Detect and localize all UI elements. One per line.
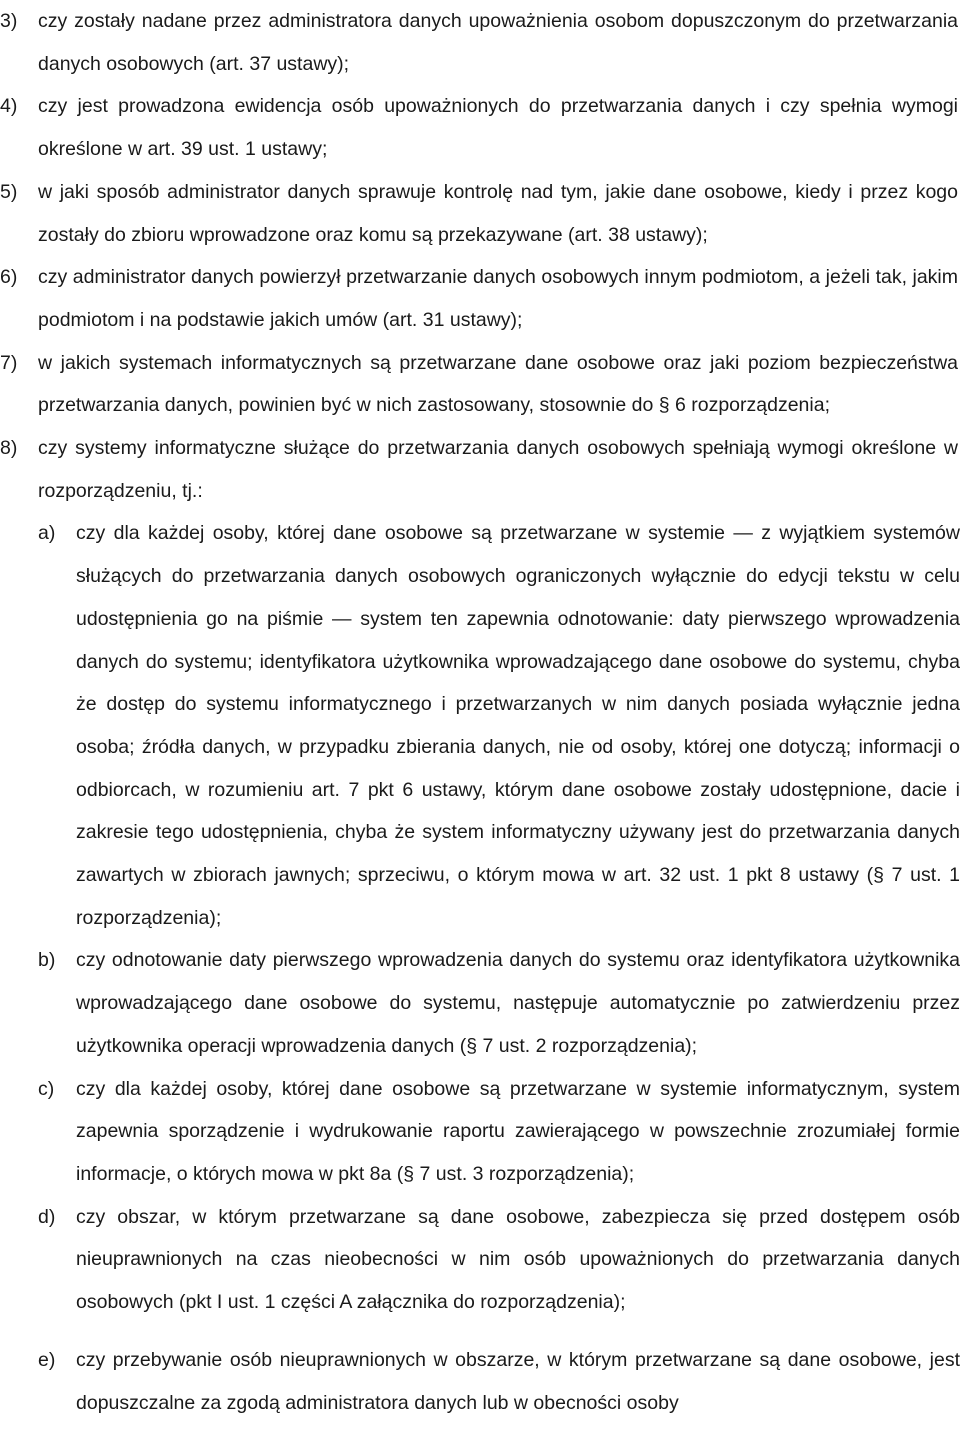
- item-number: 8): [0, 437, 18, 460]
- item-number: 5): [0, 180, 18, 203]
- sub-item-text: czy przebywanie osób nieuprawnionych w obszarze, w którym przetwarzane są dane osobowe, jest dopuszczalne za zgodą administratora danych lub w obecności osoby: [76, 1348, 960, 1414]
- sub-item-letter: e): [38, 1348, 56, 1371]
- sub-item-e: [38, 1339, 960, 1424]
- sub-item-letter: c): [38, 1077, 55, 1100]
- list-item-3: [0, 0, 958, 85]
- item-text: czy systemy informatyczne służące do przetwarzania danych osobowych spełniają wymogi określone w rozporządzeniu, tj.:: [38, 437, 958, 502]
- sub-item-text: czy dla każdej osoby, której dane osobowe są przetwarzane w systemie informatycznym, system zapewnia sporządzenie i wydrukowanie raportu zawierającego w powszechnie zrozumiałej formie informacje, o których mowa w pkt 8a (§ 7 ust. 3 rozporządzenia);: [76, 1077, 960, 1185]
- sub-item-text: czy obszar, w którym przetwarzane są dane osobowe, zabezpiecza się przed dostępem osób nieuprawnionych na czas nieobecności w nim osób upoważnionych do przetwarzania danych osobowych (pkt I ust. 1 części A załącznika do rozporządzenia);: [76, 1205, 960, 1314]
- sub-item-c: [38, 1068, 960, 1196]
- item-number: 7): [0, 351, 18, 374]
- list-item-8: [0, 427, 958, 512]
- sub-item-b: [38, 939, 960, 1067]
- item-text: w jaki sposób administrator danych sprawuje kontrolę nad tym, jakie dane osobowe, kiedy i przez kogo zostały do zbioru wprowadzone oraz komu są przekazywane (art. 38 ustawy);: [38, 180, 958, 246]
- sub-item-a: [38, 512, 960, 939]
- item-number: 3): [0, 10, 18, 32]
- sub-item-d: [38, 1196, 960, 1324]
- list-item-5: [0, 171, 958, 256]
- sub-item-letter: d): [38, 1205, 56, 1228]
- item-number: 4): [0, 95, 18, 118]
- list-item-4: [0, 85, 958, 170]
- sub-item-letter: b): [38, 949, 56, 972]
- sub-item-text: czy dla każdej osoby, której dane osobowe są przetwarzane w systemie — z wyjątkiem systemów służących do przetwarzania danych osobowych ograniczonych wyłącznie do edycji tekstu w celu udostępnienia go na piśmie — system ten zapewnia odnotowanie: daty pierwszego wprowadzenia danych do systemu; identyfikatora użytkownika wprowadzającego dane osobowe do systemu, chyba że dostęp do systemu informatycznego i przetwarzanych w nim danych posiada wyłącznie jedna osoba; źródła danych, w przypadku zbierania danych, nie od osoby, której one dotyczą; informacji o odbiorcach, w rozumieniu art. 7 pkt 6 ustawy, którym dane osobowe zostały udostępnione, dacie i zakresie tego udostępnienia, chyba że system informatyczny używany jest do przetwarzania danych zawartych w zbiorach jawnych; sprzeciwu, o którym mowa w art. 32 ust. 1 pkt 8 ustawy (§ 7 ust. 1 rozporządzenia);: [76, 522, 960, 929]
- item-text: czy administrator danych powierzył przetwarzanie danych osobowych innym podmiotom, a jeżeli tak, jakim podmiotom i na podstawie jakich umów (art. 31 ustawy);: [38, 266, 958, 331]
- sub-item-letter: a): [38, 522, 56, 545]
- sub-item-text: czy odnotowanie daty pierwszego wprowadzenia danych do systemu oraz identyfikatora użytkownika wprowadzającego dane osobowe do systemu, następuje automatycznie po zatwierdzeniu przez użytkownika operacji wprowadzenia danych (§ 7 ust. 2 rozporządzenia);: [76, 949, 960, 1057]
- list-item-7: [0, 342, 958, 427]
- item-text: czy jest prowadzona ewidencja osób upoważnionych do przetwarzania danych i czy spełnia wymogi określone w art. 39 ust. 1 ustawy;: [38, 95, 958, 161]
- item-text: czy zostały nadane przez administratora danych upoważnienia osobom dopuszczonym do przetwarzania danych osobowych (art. 37 ustawy);: [38, 10, 958, 75]
- item-number: 6): [0, 266, 18, 289]
- item-text: w jakich systemach informatycznych są przetwarzane dane osobowe oraz jaki poziom bezpieczeństwa przetwarzania danych, powinien być w nich zastosowany, stosownie do § 6 rozporządzenia;: [38, 351, 958, 417]
- list-item-6: [0, 256, 958, 341]
